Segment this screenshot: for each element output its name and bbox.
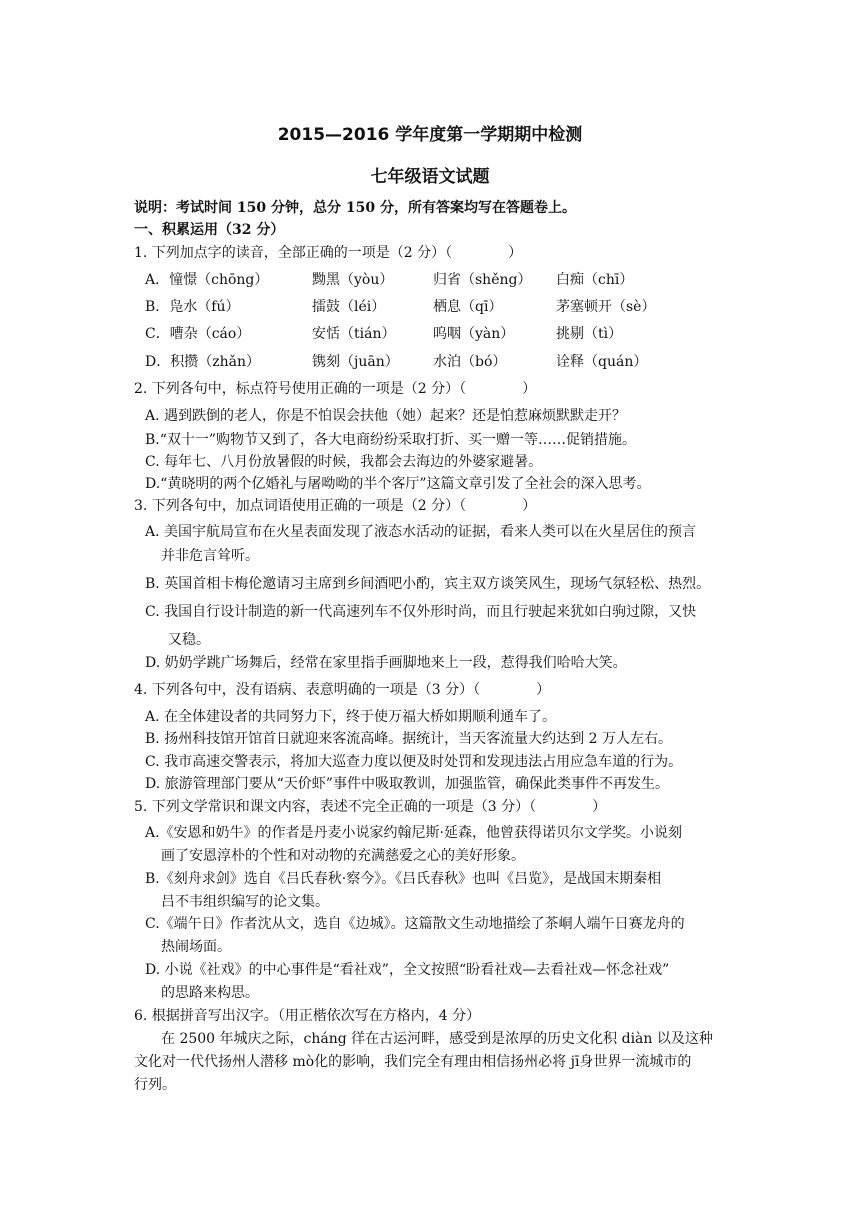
q2-option-b: B.“双十一”购物节又到了，各大电商纷纷采取打折、买一赠一等……促销措施。 [145,432,637,448]
question-2-stem: 2. 下列各句中，标点符号使用正确的一项是（2 分）（ ） [134,381,537,397]
q5-option-c-line-2: 热闹场面。 [161,939,231,955]
q1-option-c-item-1: C．嘈杂（cáo） [145,326,251,342]
q1-option-d-item-3: 水泊（bó） [433,354,507,370]
section-heading: 一、积累运用（32 分） [134,222,285,238]
q5-option-c-line-1: C.《端午日》作者沈从文，选自《边城》。这篇散文生动地描绘了茶峒人端午日赛龙舟的 [145,916,685,932]
q3-option-a-line-2: 并非危言耸听。 [161,548,259,564]
q5-option-d-line-2: 的思路来构思。 [161,985,259,1001]
q5-option-a-line-1: A.《安恩和奶牛》的作者是丹麦小说家约翰尼斯·延森，他曾获得诺贝尔文学奖。小说刻 [145,825,683,841]
q6-passage-line-3: 行列。 [134,1077,176,1093]
q5-option-b-line-2: 吕不韦组织编写的论文集。 [161,894,329,910]
q1-option-d-item-1: D．积攒（zhǎn） [145,354,260,370]
q4-option-d: D. 旅游管理部门要从“天价虾”事件中吸取教训，加强监管，确保此类事件不再发生。 [145,776,669,792]
q1-option-c-item-3: 呜咽（yàn） [433,326,515,342]
q1-option-d-item-2: 镌刻（juān） [312,354,399,370]
question-1-stem: 1. 下列加点字的读音，全部正确的一项是（2 分）（ ） [134,245,523,261]
question-6-stem: 6. 根据拼音写出汉字。（用正楷依次写在方格内，4 分） [134,1008,481,1024]
q4-option-b: B. 扬州科技馆开馆首日就迎来客流高峰。据统计，当天客流量大约达到 2 万人左右。 [145,731,672,747]
q1-option-a-item-2: 黝黑（yòu） [312,272,394,288]
q1-option-a-item-3: 归省（shěng） [433,272,532,288]
exam-title: 2015—2016 学年度第一学期期中检测 [277,125,583,145]
q6-passage-line-1: 在 2500 年城庆之际，cháng 徉在古运河畔，感受到是浓厚的历史文化积 diàn 以及这种 [161,1031,713,1047]
q4-option-c: C. 我市高速交警表示，将加大巡查力度以便及时处罚和发现违法占用应急车道的行为。 [145,754,683,770]
q4-option-a: A. 在全体建设者的共同努力下，终于使万福大桥如期顺利通车了。 [145,709,557,725]
q1-option-b-item-1: B．凫水（fú） [145,299,240,315]
q3-option-a-line-1: A. 美国宇航局宣布在火星表面发现了液态水活动的证据，看来人类可以在火星居住的预言 [145,524,697,540]
q1-option-d-item-4: 诠释（quán） [556,354,648,370]
instructions: 说明：考试时间 150 分钟，总分 150 分，所有答案均写在答题卷上。 [134,200,576,216]
q5-option-d-line-1: D. 小说《社戏》的中心事件是“看社戏”，全文按照“盼看社戏—去看社戏—怀念社戏” [145,962,670,978]
question-3-stem: 3. 下列各句中，加点词语使用正确的一项是（2 分）（ ） [134,498,537,514]
q1-option-b-item-3: 栖息（qī） [433,299,503,315]
question-5-stem: 5. 下列文学常识和课文内容，表述不完全正确的一项是（3 分）（ ） [134,799,607,815]
q5-option-b-line-1: B.《刻舟求剑》选自《吕氏春秋·察今》。《吕氏春秋》也叫《吕览》，是战国末期秦相 [145,871,662,887]
q1-option-a-item-4: 白痴（chī） [556,272,634,288]
q1-option-b-item-4: 茅塞顿开（sè） [556,299,656,315]
q6-passage-line-2: 文化对一代代扬州人潜移 mò化的影响，我们完全有理由相信扬州必将 jī身世界一流城市的 [134,1054,692,1070]
q1-option-b-item-2: 擂鼓（léi） [312,299,386,315]
q1-option-c-item-4: 挑剔（tì） [556,326,623,342]
q2-option-a: A. 遇到跌倒的老人，你是不怕误会扶他（她）起来？还是怕惹麻烦默默走开？ [145,408,627,424]
q5-option-a-line-2: 画了安恩淳朴的个性和对动物的充满慈爱之心的美好形象。 [161,848,525,864]
q1-option-a-item-1: A．憧憬（chōng） [145,272,269,288]
q2-option-c: C. 每年七、八月份放暑假的时候，我都会去海边的外婆家避暑。 [145,454,543,470]
exam-subtitle: 七年级语文试题 [370,167,490,187]
q1-option-c-item-2: 安恬（tián） [312,326,396,342]
q3-option-c-line-2: 又稳。 [168,632,210,648]
q3-option-c-line-1: C. 我国自行设计制造的新一代高速列车不仅外形时尚，而且行驶起来犹如白驹过隙，又快 [145,604,697,620]
q3-option-d: D. 奶奶学跳广场舞后，经常在家里指手画脚地来上一段，惹得我们哈哈大笑。 [145,655,627,671]
q2-option-d: D.“黄晓明的两个亿婚礼与屠呦呦的半个客厅”这篇文章引发了全社会的深入思考。 [145,476,651,492]
question-4-stem: 4. 下列各句中，没有语病、表意明确的一项是（3 分）（ ） [134,682,551,698]
q3-option-b: B. 英国首相卡梅伦邀请习主席到乡间酒吧小酌，宾主双方谈笑风生，现场气氛轻松、热烈。 [145,576,711,592]
